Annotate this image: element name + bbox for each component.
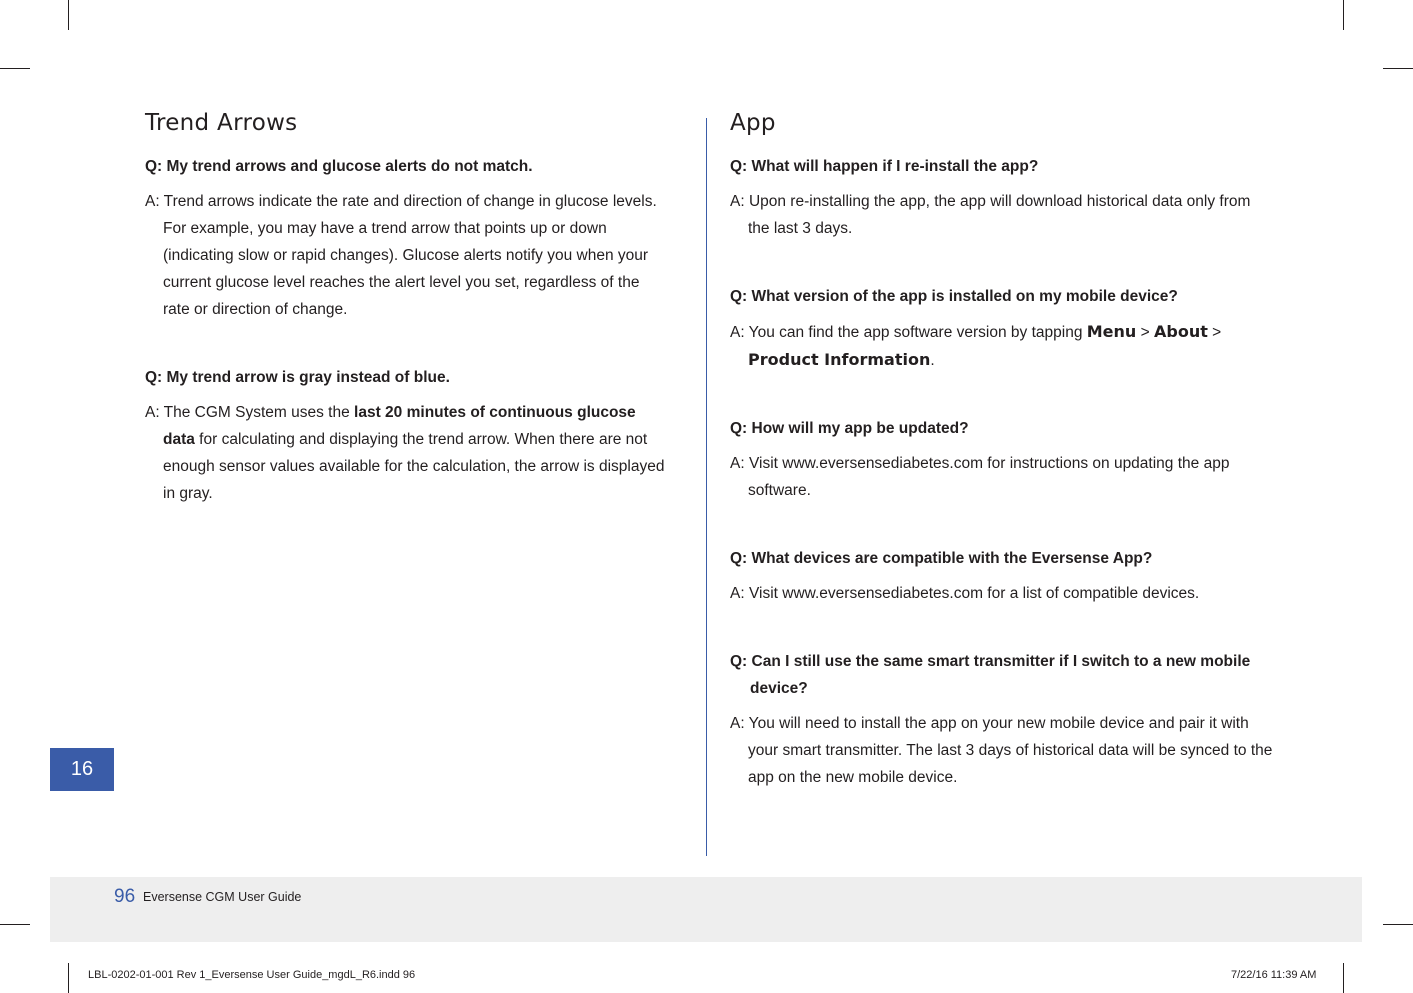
crop-mark: [0, 68, 30, 69]
guide-name: Eversense CGM User Guide: [143, 890, 302, 904]
faq-answer: [730, 318, 1275, 374]
crop-mark: [1383, 924, 1413, 925]
about-label: About: [1153, 322, 1208, 341]
faq-answer: [145, 399, 665, 507]
trend-arrows-section: [145, 110, 665, 548]
app-section: [730, 110, 1275, 832]
print-slug-file: LBL-0202-01-001 Rev 1_Eversense User Guide_mgdL_R6.indd 96: [88, 969, 416, 981]
section-title: App: [730, 110, 776, 136]
faq-question: Q: Can I still use the same smart transmitter if I switch to a new mobile device?: [730, 653, 1251, 697]
menu-label: Menu: [1086, 322, 1137, 341]
faq-question: Q: What devices are compatible with the Eversense App?: [730, 550, 1153, 567]
footer-band: [50, 877, 1362, 942]
faq-item: [730, 648, 1275, 791]
page-number: 96: [114, 886, 136, 907]
faq-answer: A: You will need to install the app on your new mobile device and pair it with your smart transmitter. The last 3 days of historical data will be synced to the app on the new mobile device.: [730, 715, 1273, 786]
faq-item: [145, 364, 665, 507]
answer-text: A: The CGM System uses the: [145, 404, 355, 421]
faq-item: [145, 153, 665, 323]
answer-text: .: [930, 352, 935, 369]
print-slug-date: 7/22/16 11:39 AM: [1231, 969, 1317, 981]
path-separator: >: [1136, 324, 1154, 341]
faq-answer: A: Upon re-installing the app, the app will download historical data only from the last 3 days.: [730, 193, 1251, 237]
faq-question: Q: What version of the app is installed on my mobile device?: [730, 288, 1178, 305]
answer-text: for calculating and displaying the trend arrow. When there are not enough sensor values available for the calculation, the arrow is displayed in gray.: [163, 431, 665, 502]
crop-mark: [68, 963, 69, 993]
chapter-tab: 16: [50, 748, 114, 791]
faq-question: Q: My trend arrow is gray instead of blue.: [145, 369, 450, 386]
faq-question: Q: What will happen if I re-install the app?: [730, 158, 1039, 175]
section-title: Trend Arrows: [145, 110, 298, 136]
faq-item: [730, 153, 1275, 242]
crop-mark: [1343, 963, 1344, 993]
faq-item: [730, 415, 1275, 504]
crop-mark: [1383, 68, 1413, 69]
answer-emphasis: last 20 minutes of continuous glucose data: [163, 404, 636, 448]
faq-question: Q: My trend arrows and glucose alerts do not match.: [145, 158, 533, 175]
faq-answer: A: Visit www.eversensediabetes.com for a list of compatible devices.: [730, 585, 1200, 602]
answer-text: A: You can find the app software version by tapping: [730, 324, 1087, 341]
crop-mark: [1343, 0, 1344, 30]
faq-item: [730, 545, 1275, 607]
faq-question: Q: How will my app be updated?: [730, 420, 969, 437]
faq-answer: A: Visit www.eversensediabetes.com for instructions on updating the app software.: [730, 455, 1230, 499]
path-separator: >: [1207, 324, 1222, 341]
faq-answer: A: Trend arrows indicate the rate and direction of change in glucose levels. For example, you may have a trend arrow that points up or down (indicating slow or rapid changes). Glucose alerts notify you when your current glucose level reaches the alert level you set, regardless of the rate or direction of change.: [145, 193, 657, 318]
crop-mark: [68, 0, 69, 30]
column-divider: [706, 118, 707, 856]
crop-mark: [0, 924, 30, 925]
product-information-label: Product Information: [748, 350, 931, 369]
faq-item: [730, 283, 1275, 374]
